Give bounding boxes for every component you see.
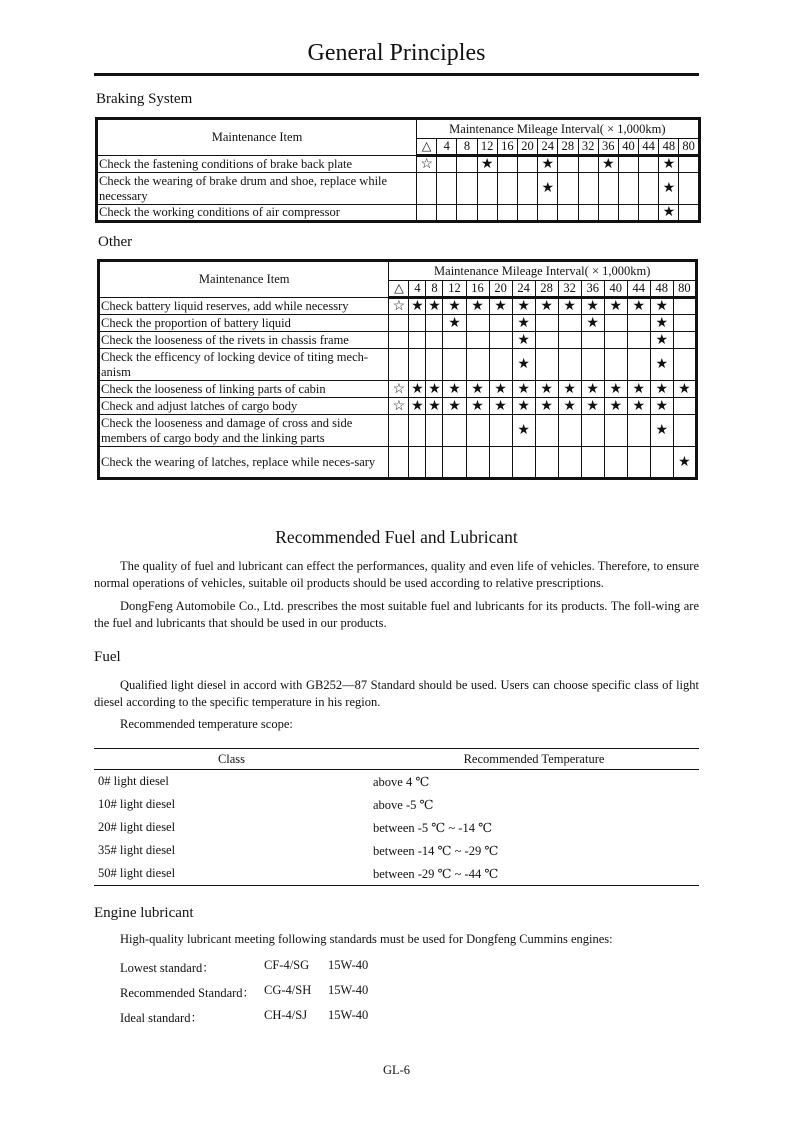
filled-star-icon: ★: [650, 398, 673, 415]
empty-cell: [466, 415, 489, 447]
fuel-heading: Fuel: [94, 649, 121, 665]
braking-maintenance-table: [95, 117, 701, 223]
empty-cell: [558, 173, 578, 205]
table-row: [99, 298, 697, 315]
filled-star-icon: ★: [627, 398, 650, 415]
table-row: [94, 793, 699, 816]
empty-cell: [558, 156, 578, 173]
engine-lubricant-intro: High-quality lubricant meeting following standards must be used for Dongfeng Cummins engines:: [120, 932, 613, 946]
filled-star-icon: ★: [673, 381, 696, 398]
empty-cell: [535, 447, 558, 479]
empty-cell: [558, 205, 578, 222]
empty-cell: [443, 447, 466, 479]
filled-star-icon: ★: [426, 381, 443, 398]
empty-cell: [497, 156, 517, 173]
mileage-column-header: 32: [558, 281, 581, 298]
empty-cell: [497, 205, 517, 222]
filled-star-icon: ★: [650, 332, 673, 349]
empty-cell: [558, 415, 581, 447]
empty-cell: [457, 205, 477, 222]
standard-label: Ideal standard：: [120, 1011, 203, 1025]
mileage-column-header: 16: [466, 281, 489, 298]
filled-star-icon: ★: [512, 398, 535, 415]
empty-cell: [639, 156, 659, 173]
mileage-column-header: 44: [639, 139, 659, 156]
empty-cell: [443, 415, 466, 447]
empty-cell: [578, 173, 598, 205]
recommended-temperature: between -5 ℃ ~ -14 ℃: [373, 820, 493, 835]
table-row: [94, 839, 699, 862]
mileage-column-header: 80: [679, 139, 699, 156]
maintenance-item: Check battery liquid reserves, add while necessry: [99, 298, 389, 315]
table-row: [99, 447, 697, 479]
filled-star-icon: ★: [650, 298, 673, 315]
fuel-lubricant-heading: Recommended Fuel and Lubricant: [275, 527, 518, 547]
empty-cell: [466, 315, 489, 332]
empty-cell: [443, 349, 466, 381]
mileage-column-header: 4: [437, 139, 457, 156]
page-number: GL-6: [382, 1063, 411, 1077]
table-row: [94, 816, 699, 839]
empty-cell: [618, 205, 638, 222]
empty-cell: [581, 415, 604, 447]
maintenance-item: Check the fastening conditions of brake back plate: [97, 156, 417, 173]
table-row: [97, 173, 700, 205]
empty-cell: [598, 173, 618, 205]
empty-cell: [535, 415, 558, 447]
filled-star-icon: ★: [512, 315, 535, 332]
filled-star-icon: ★: [659, 205, 679, 222]
empty-cell: [679, 156, 699, 173]
empty-cell: [558, 315, 581, 332]
empty-cell: [489, 349, 512, 381]
empty-cell: [409, 447, 426, 479]
table-row: [99, 381, 697, 398]
filled-star-icon: ★: [535, 298, 558, 315]
maintenance-item: Check the working conditions of air compressor: [97, 205, 417, 222]
fuel-class: 50# light diesel: [98, 866, 176, 880]
empty-cell: [517, 205, 537, 222]
filled-star-icon: ★: [659, 173, 679, 205]
mileage-column-header: 48: [659, 139, 679, 156]
filled-star-icon: ★: [558, 298, 581, 315]
braking-section-label: Braking System: [96, 91, 193, 107]
filled-star-icon: ★: [535, 381, 558, 398]
filled-star-icon: ★: [659, 156, 679, 173]
fuel-temperature-table: [94, 748, 699, 886]
viscosity-grade: 15W-40: [328, 958, 369, 972]
empty-cell: [558, 447, 581, 479]
filled-star-icon: ★: [650, 315, 673, 332]
table-row: [94, 770, 699, 794]
mileage-column-header: 20: [517, 139, 537, 156]
fuel-paragraph: Qualified light diesel in accord with GB252—87 Standard should be used. Users can choose specific class of light diesel according to the specific temperature in his region.: [94, 678, 699, 709]
empty-cell: [618, 156, 638, 173]
viscosity-grade: 15W-40: [328, 983, 369, 997]
empty-cell: [489, 332, 512, 349]
empty-cell: [466, 349, 489, 381]
mileage-column-header: 12: [443, 281, 466, 298]
empty-cell: [426, 349, 443, 381]
initial-inspection-column-header: △: [417, 139, 437, 156]
empty-cell: [673, 349, 696, 381]
maintenance-item: Check the wearing of brake drum and shoe, replace while necessary: [97, 173, 417, 205]
temperature-header: Recommended Temperature: [369, 749, 699, 770]
filled-star-icon: ★: [466, 381, 489, 398]
recommended-temperature: between -29 ℃ ~ -44 ℃: [373, 866, 499, 881]
class-header: Class: [94, 749, 369, 770]
empty-cell: [627, 447, 650, 479]
interval-header: Maintenance Mileage Interval( × 1,000km): [417, 119, 700, 139]
recommended-temperature: above 4 ℃: [373, 774, 430, 789]
filled-star-icon: ★: [538, 173, 558, 205]
mileage-column-header: 40: [604, 281, 627, 298]
empty-cell: [426, 447, 443, 479]
empty-cell: [489, 315, 512, 332]
mileage-column-header: 24: [512, 281, 535, 298]
filled-star-icon: ★: [650, 415, 673, 447]
mileage-column-header: 24: [538, 139, 558, 156]
empty-cell: [457, 156, 477, 173]
maintenance-item: Check the proportion of battery liquid: [99, 315, 389, 332]
mileage-column-header: 12: [477, 139, 497, 156]
mileage-column-header: 20: [489, 281, 512, 298]
standard-label: Lowest standard：: [120, 961, 215, 975]
fuel-class: 35# light diesel: [98, 843, 176, 857]
filled-star-icon: ★: [558, 381, 581, 398]
filled-star-icon: ★: [443, 398, 466, 415]
empty-cell: [639, 173, 659, 205]
filled-star-icon: ★: [512, 415, 535, 447]
maintenance-item: Check the efficency of locking device of titing mech-anism: [99, 349, 389, 381]
filled-star-icon: ★: [581, 298, 604, 315]
empty-cell: [558, 349, 581, 381]
table-row: [99, 315, 697, 332]
empty-cell: [437, 173, 457, 205]
empty-cell: [517, 173, 537, 205]
filled-star-icon: ★: [512, 349, 535, 381]
initial-inspection-column-header: △: [389, 281, 409, 298]
mileage-column-header: 48: [650, 281, 673, 298]
empty-cell: [639, 205, 659, 222]
empty-cell: [581, 447, 604, 479]
mileage-column-header: 32: [578, 139, 598, 156]
maintenance-item: Check the looseness and damage of cross and side members of cargo body and the linking parts: [99, 415, 389, 447]
empty-cell: [627, 415, 650, 447]
maintenance-item: Check and adjust latches of cargo body: [99, 398, 389, 415]
empty-cell: [417, 173, 437, 205]
filled-star-icon: ★: [627, 381, 650, 398]
filled-star-icon: ★: [409, 381, 426, 398]
filled-star-icon: ★: [426, 298, 443, 315]
other-section-label: Other: [98, 234, 133, 250]
empty-cell: [477, 205, 497, 222]
empty-cell: [389, 415, 409, 447]
mileage-column-header: 36: [598, 139, 618, 156]
empty-cell: [437, 156, 457, 173]
empty-cell: [426, 332, 443, 349]
mileage-column-header: 28: [535, 281, 558, 298]
mileage-column-header: 4: [409, 281, 426, 298]
filled-star-icon: ★: [512, 298, 535, 315]
filled-star-icon: ★: [426, 398, 443, 415]
filled-star-icon: ★: [627, 298, 650, 315]
mileage-column-header: 8: [426, 281, 443, 298]
empty-cell: [409, 332, 426, 349]
filled-star-icon: ★: [489, 298, 512, 315]
empty-cell: [604, 332, 627, 349]
outline-star-icon: ☆: [389, 298, 409, 315]
empty-cell: [443, 332, 466, 349]
empty-cell: [679, 173, 699, 205]
filled-star-icon: ★: [477, 156, 497, 173]
filled-star-icon: ★: [466, 298, 489, 315]
filled-star-icon: ★: [466, 398, 489, 415]
empty-cell: [673, 298, 696, 315]
filled-star-icon: ★: [650, 349, 673, 381]
page-title: General Principles: [307, 40, 486, 66]
filled-star-icon: ★: [581, 398, 604, 415]
empty-cell: [604, 349, 627, 381]
empty-cell: [598, 205, 618, 222]
empty-cell: [466, 447, 489, 479]
filled-star-icon: ★: [512, 332, 535, 349]
filled-star-icon: ★: [650, 381, 673, 398]
empty-cell: [604, 315, 627, 332]
filled-star-icon: ★: [604, 298, 627, 315]
recommended-temperature: above -5 ℃: [373, 797, 434, 812]
empty-cell: [673, 332, 696, 349]
empty-cell: [426, 315, 443, 332]
fuel-class: 20# light diesel: [98, 820, 176, 834]
empty-cell: [627, 349, 650, 381]
empty-cell: [517, 156, 537, 173]
empty-cell: [389, 349, 409, 381]
empty-cell: [489, 415, 512, 447]
filled-star-icon: ★: [604, 398, 627, 415]
table-row: [99, 415, 697, 447]
table-row: [97, 205, 700, 222]
empty-cell: [604, 415, 627, 447]
empty-cell: [466, 332, 489, 349]
filled-star-icon: ★: [558, 398, 581, 415]
lubricant-grade: CF-4/SG: [264, 958, 310, 972]
empty-cell: [679, 205, 699, 222]
mileage-column-header: 8: [457, 139, 477, 156]
empty-cell: [389, 315, 409, 332]
empty-cell: [558, 332, 581, 349]
empty-cell: [426, 415, 443, 447]
filled-star-icon: ★: [581, 381, 604, 398]
table-row: [94, 862, 699, 886]
fuel-class: 0# light diesel: [98, 774, 169, 788]
mileage-column-header: 44: [627, 281, 650, 298]
empty-cell: [437, 205, 457, 222]
mileage-column-header: 80: [673, 281, 696, 298]
empty-cell: [409, 315, 426, 332]
filled-star-icon: ★: [489, 381, 512, 398]
empty-cell: [538, 205, 558, 222]
outline-star-icon: ☆: [389, 381, 409, 398]
empty-cell: [673, 415, 696, 447]
filled-star-icon: ★: [598, 156, 618, 173]
maintenance-item: Check the looseness of linking parts of cabin: [99, 381, 389, 398]
filled-star-icon: ★: [443, 298, 466, 315]
empty-cell: [477, 173, 497, 205]
empty-cell: [409, 415, 426, 447]
filled-star-icon: ★: [409, 398, 426, 415]
empty-cell: [673, 315, 696, 332]
mileage-column-header: 36: [581, 281, 604, 298]
empty-cell: [457, 173, 477, 205]
maintenance-item: Check the looseness of the rivets in chassis frame: [99, 332, 389, 349]
recommended-temperature: between -14 ℃ ~ -29 ℃: [373, 843, 499, 858]
standard-label: Recommended Standard：: [120, 986, 256, 1000]
item-header: Maintenance Item: [97, 119, 417, 156]
item-header: Maintenance Item: [99, 261, 389, 298]
title-rule: [94, 73, 699, 76]
filled-star-icon: ★: [512, 381, 535, 398]
filled-star-icon: ★: [409, 298, 426, 315]
empty-cell: [581, 349, 604, 381]
filled-star-icon: ★: [538, 156, 558, 173]
table-row: [99, 398, 697, 415]
mileage-column-header: 28: [558, 139, 578, 156]
empty-cell: [604, 447, 627, 479]
outline-star-icon: ☆: [389, 398, 409, 415]
filled-star-icon: ★: [443, 315, 466, 332]
engine-lubricant-heading: Engine lubricant: [94, 905, 194, 921]
empty-cell: [650, 447, 673, 479]
outline-star-icon: ☆: [417, 156, 437, 173]
empty-cell: [512, 447, 535, 479]
filled-star-icon: ★: [535, 398, 558, 415]
table-row: [99, 349, 697, 381]
empty-cell: [627, 332, 650, 349]
empty-cell: [417, 205, 437, 222]
maintenance-item: Check the wearing of latches, replace while neces-sary: [99, 447, 389, 479]
viscosity-grade: 15W-40: [328, 1008, 369, 1022]
empty-cell: [535, 315, 558, 332]
mileage-column-header: 16: [497, 139, 517, 156]
filled-star-icon: ★: [489, 398, 512, 415]
filled-star-icon: ★: [581, 315, 604, 332]
empty-cell: [489, 447, 512, 479]
empty-cell: [581, 332, 604, 349]
temperature-scope-label: Recommended temperature scope:: [120, 717, 293, 731]
table-row: [97, 156, 700, 173]
table-row: [99, 332, 697, 349]
empty-cell: [409, 349, 426, 381]
intro-paragraph-1: The quality of fuel and lubricant can effect the performances, quality and even life of vehicles. Therefore, to ensure normal operations of vehicles, suitable oil products should be used according to relative prescriptions.: [94, 559, 699, 590]
empty-cell: [497, 173, 517, 205]
interval-header: Maintenance Mileage Interval( × 1,000km): [389, 261, 697, 281]
empty-cell: [389, 447, 409, 479]
empty-cell: [535, 349, 558, 381]
empty-cell: [578, 156, 598, 173]
lubricant-grade: CH-4/SJ: [264, 1008, 308, 1022]
empty-cell: [627, 315, 650, 332]
filled-star-icon: ★: [604, 381, 627, 398]
filled-star-icon: ★: [443, 381, 466, 398]
empty-cell: [389, 332, 409, 349]
other-maintenance-table: [97, 259, 698, 480]
filled-star-icon: ★: [673, 447, 696, 479]
lubricant-grade: CG-4/SH: [264, 983, 312, 997]
intro-paragraph-2: DongFeng Automobile Co., Ltd. prescribes the most suitable fuel and lubricants for its products. The foll-wing are the fuel and lubricants that should be used in our products.: [94, 599, 699, 630]
empty-cell: [535, 332, 558, 349]
fuel-class: 10# light diesel: [98, 797, 176, 811]
mileage-column-header: 40: [618, 139, 638, 156]
empty-cell: [673, 398, 696, 415]
empty-cell: [618, 173, 638, 205]
empty-cell: [578, 205, 598, 222]
